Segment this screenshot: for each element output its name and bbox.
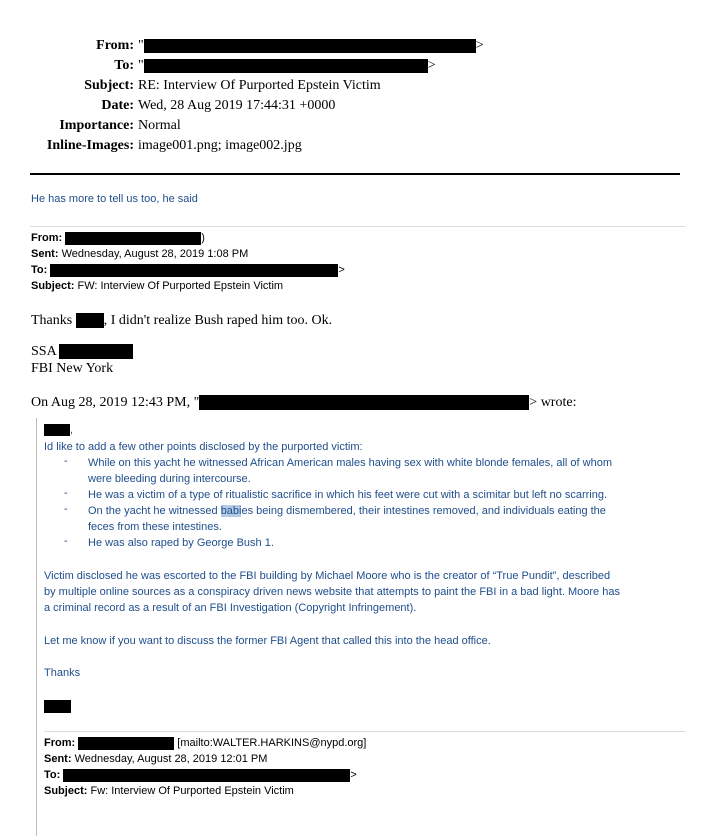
header-divider: [30, 173, 680, 175]
header-date-value: Wed, 28 Aug 2019 17:44:31 +0000: [138, 98, 336, 113]
msg1-subject-label: Subject:: [31, 280, 75, 292]
header-date-row: [0, 97, 335, 114]
msg1-signature-office: FBI New York: [31, 361, 114, 376]
msg1-from-label: From:: [31, 232, 63, 244]
msg1-to-row: [31, 262, 345, 278]
msg2-from-label: From:: [44, 737, 76, 749]
redaction: [144, 59, 428, 73]
msg1-sent-row: [31, 246, 248, 262]
msg2-to-row: [44, 767, 357, 783]
paragraph-line: a criminal record as a result of an FBI Investigation (Copyright Infringement).: [44, 602, 417, 614]
header-from-prefix: ": [138, 38, 144, 53]
msg2-subject-row: [44, 783, 294, 799]
list-item: [88, 503, 678, 535]
redaction: [144, 39, 476, 53]
redaction: [65, 232, 201, 245]
highlighted-text[interactable]: babi: [220, 505, 242, 517]
msg1-subject-value: FW: Interview Of Purported Epstein Victim: [77, 280, 284, 292]
msg2-sent-label: Sent:: [44, 753, 72, 765]
header-subject-label: Subject:: [84, 78, 134, 93]
msg2-to-suffix: >: [350, 769, 357, 781]
bullet-dash: -: [64, 535, 68, 547]
header-to-value: [138, 57, 436, 74]
msg1-from-row: [31, 230, 205, 246]
header-from-suffix: >: [475, 38, 484, 53]
list-item-line: He was also raped by George Bush 1.: [88, 537, 274, 549]
quoted-paragraph: [44, 568, 620, 616]
header-subject-value: RE: Interview Of Purported Epstein Victim: [138, 78, 381, 93]
msg1-thanks-prefix: Thanks: [31, 313, 73, 328]
msg1-on-wrote-line: [31, 394, 576, 411]
header-inline-images-value: image001.png; image002.jpg: [138, 138, 302, 153]
header-importance-value: Normal: [138, 118, 181, 133]
header-to-row: [0, 57, 436, 74]
greeting-suffix: ,: [70, 424, 74, 436]
msg1-signature-title: [31, 343, 133, 360]
header-importance-row: [0, 117, 181, 134]
paragraph-line: Victim disclosed he was escorted to the FBI building by Michael Moore who is the creator of “True Pundit”, described: [44, 570, 611, 582]
list-item: [88, 535, 678, 551]
quoted-thanks: Thanks: [44, 667, 81, 679]
header-date-label: Date:: [101, 98, 134, 113]
msg1-sent-label: Sent:: [31, 248, 59, 260]
msg2-from-row: [44, 735, 366, 751]
msg1-thanks-line: [31, 312, 332, 329]
divider: [44, 731, 685, 732]
msg2-sent-row: [44, 751, 267, 767]
redaction: [50, 264, 338, 277]
header-inline-images-label: Inline-Images:: [46, 138, 134, 153]
divider: [30, 226, 685, 227]
header-to-prefix: ": [138, 58, 144, 73]
paragraph-line: by multiple online sources as a conspiracy driven news website that attempts to paint the FBI in a bad light. Moore has: [44, 586, 620, 598]
list-item: [88, 487, 678, 503]
list-item-text: On the yacht he witnessed: [88, 505, 221, 517]
header-to-suffix: >: [427, 58, 436, 73]
msg1-subject-row: [31, 278, 283, 294]
redaction: [44, 424, 70, 436]
header-importance-label: Importance:: [59, 118, 134, 133]
header-to-label: To:: [114, 58, 134, 73]
list-item-line: feces from these intestines.: [88, 521, 222, 533]
reply-note: He has more to tell us too, he said: [31, 193, 198, 205]
msg2-mailto: [mailto:WALTER.HARKINS@nypd.org]: [177, 737, 367, 749]
list-item-line: While on this yacht he witnessed African American males having sex with white blonde females, all of whom: [88, 457, 612, 469]
redaction: [199, 395, 529, 410]
msg2-subject-label: Subject:: [44, 785, 88, 797]
header-from-label: From:: [96, 38, 134, 53]
msg2-subject-value: Fw: Interview Of Purported Epstein Victim: [90, 785, 294, 797]
list-item-line: He was a victim of a type of ritualistic sacrifice in which his feet were cut with a scimitar but left no scarring.: [88, 489, 608, 501]
msg1-to-label: To:: [31, 264, 48, 276]
signature-title: SSA: [31, 344, 56, 359]
redaction: [44, 700, 71, 713]
quoted-paragraph-2: Let me know if you want to discuss the former FBI Agent that called this into the head office.: [44, 635, 491, 647]
redaction: [63, 769, 350, 782]
redaction: [76, 313, 104, 328]
msg1-to-suffix: >: [338, 264, 345, 276]
msg1-sent-value: Wednesday, August 28, 2019 1:08 PM: [61, 248, 249, 260]
quoted-intro: Id like to add a few other points disclosed by the purported victim:: [44, 441, 363, 453]
bullet-dash: -: [64, 455, 68, 467]
redaction: [78, 737, 174, 750]
msg1-thanks-rest: , I didn't realize Bush raped him too. Ok.: [103, 313, 333, 328]
quoted-greeting: [44, 422, 73, 438]
list-item-text: es being dismembered, their intestines removed, and individuals eating the: [241, 505, 606, 517]
quote-bar: [36, 418, 37, 836]
bullet-dash: -: [64, 503, 68, 515]
on-wrote-prefix: On Aug 28, 2019 12:43 PM, ": [31, 395, 200, 410]
header-from-row: [0, 37, 484, 54]
msg2-to-label: To:: [44, 769, 61, 781]
header-inline-images-row: [0, 137, 302, 154]
on-wrote-suffix: > wrote:: [529, 395, 577, 410]
msg2-sent-value: Wednesday, August 28, 2019 12:01 PM: [74, 753, 268, 765]
msg1-from-suffix: ): [201, 232, 205, 244]
header-from-value: [138, 37, 484, 54]
redaction: [59, 344, 133, 359]
bullet-dash: -: [64, 487, 68, 499]
header-subject-row: [0, 77, 381, 94]
list-item-line: were bleeding during intercourse.: [88, 473, 251, 485]
list-item: [88, 455, 678, 487]
